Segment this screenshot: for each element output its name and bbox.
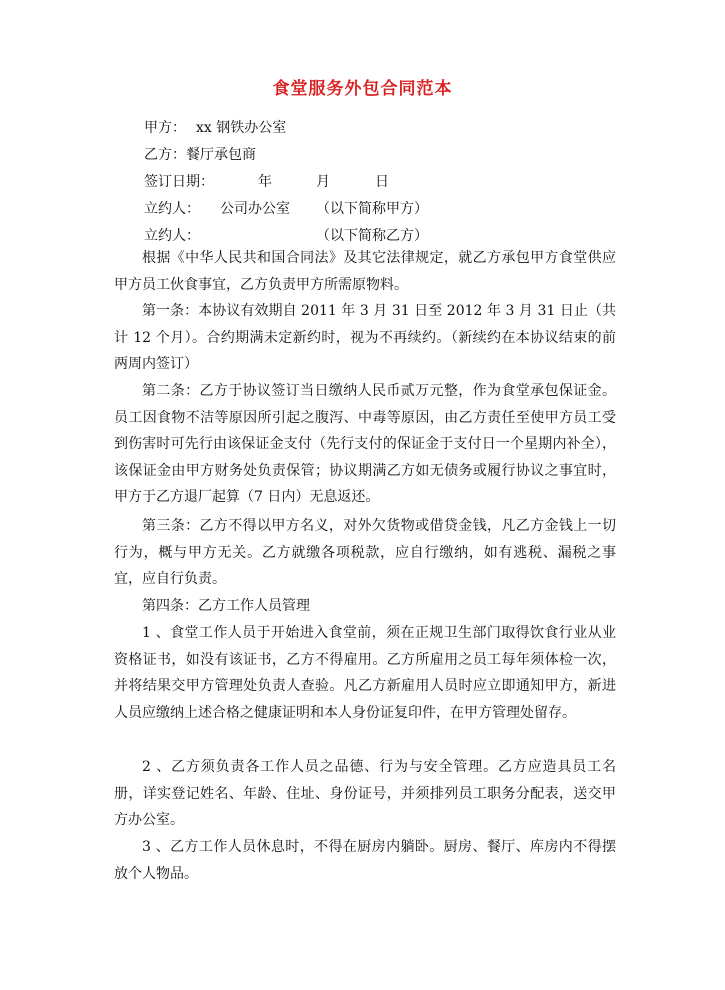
party-a-value: xx 钢铁办公室 [196, 120, 287, 136]
signing-date-label: 签订日期： [144, 174, 214, 190]
party-b-line [144, 144, 256, 164]
party-b-value: 餐厅承包商 [186, 147, 256, 163]
paragraph-article-2: 第二条：乙方于协议签订当日缴纳人民币贰万元整，作为食堂承包保证金。员工因食物不洁等原因所引起之腹泻、中毒等原因，由乙方责任至使甲方员工受到伤害时可先行由该保证金支付（先行支付的保证金于支付日一个星期内补全），该保证金由甲方财务处负责保管；协议期满乙方如无债务或履行协议之事宜时，甲方于乙方退厂起算（7 日内）无息返还。 [114, 383, 616, 506]
paragraph-item-3: 3 、乙方工作人员休息时，不得在厨房内躺卧。厨房、餐厅、库房内不得摆放个人物品。 [114, 839, 616, 882]
signing-date-line [144, 171, 389, 191]
paragraph-article-4-heading: 第四条：乙方工作人员管理 [142, 598, 310, 614]
paragraph-preamble: 根据《中华人民共和国合同法》及其它法律规定，就乙方承包甲方食堂供应甲方员工伙食事宜，乙方负责甲方所需原物料。 [114, 250, 616, 293]
paragraph-article-1: 第一条：本协议有效期自 2011 年 3 月 31 日至 2012 年 3 月 31 日止（共计 12 个月）。合约期满未定新约时，视为不再续约。（新续约在本协议结束的前两周内签订） [114, 303, 616, 373]
party-a-label: 甲方： [144, 120, 186, 136]
signatory-2-line [144, 225, 428, 245]
signatory-1-line [144, 198, 428, 218]
signatory-2-note: （以下简称乙方） [316, 228, 428, 244]
signatory-1-name: 公司办公室 [220, 201, 290, 217]
signatory-2-label: 立约人： [144, 228, 200, 244]
signatory-1-note: （以下简称甲方） [316, 201, 428, 217]
document-title: 食堂服务外包合同范本 [272, 79, 453, 99]
paragraph-item-2: 2 、乙方须负责各工作人员之品德、行为与安全管理。乙方应造具员工名册，详实登记姓名、年龄、住址、身份证号，并须排列员工职务分配表，送交甲方办公室。 [114, 759, 616, 829]
party-a-line [144, 117, 286, 137]
signing-date-day: 日 [375, 174, 389, 190]
paragraph-article-3: 第三条：乙方不得以甲方名义，对外欠货物或借贷金钱，凡乙方金钱上一切行为，概与甲方无关。乙方就缴各项税款，应自行缴纳，如有逃税、漏税之事宜，应自行负责。 [114, 518, 616, 588]
signatory-1-label: 立约人： [144, 201, 200, 217]
signing-date-year: 年 [258, 174, 272, 190]
signing-date-month: 月 [316, 174, 330, 190]
party-b-label: 乙方： [144, 147, 186, 163]
paragraph-item-1: 1 、食堂工作人员于开始进入食堂前，须在正规卫生部门取得饮食行业从业资格证书，如没有该证书，乙方不得雇用。乙方所雇用之员工每年须体检一次，并将结果交甲方管理处负责人查验。凡乙方新雇用人员时应立即通知甲方，新进人员应缴纳上述合格之健康证明和本人身份证复印件，在甲方管理处留存。 [114, 625, 616, 721]
